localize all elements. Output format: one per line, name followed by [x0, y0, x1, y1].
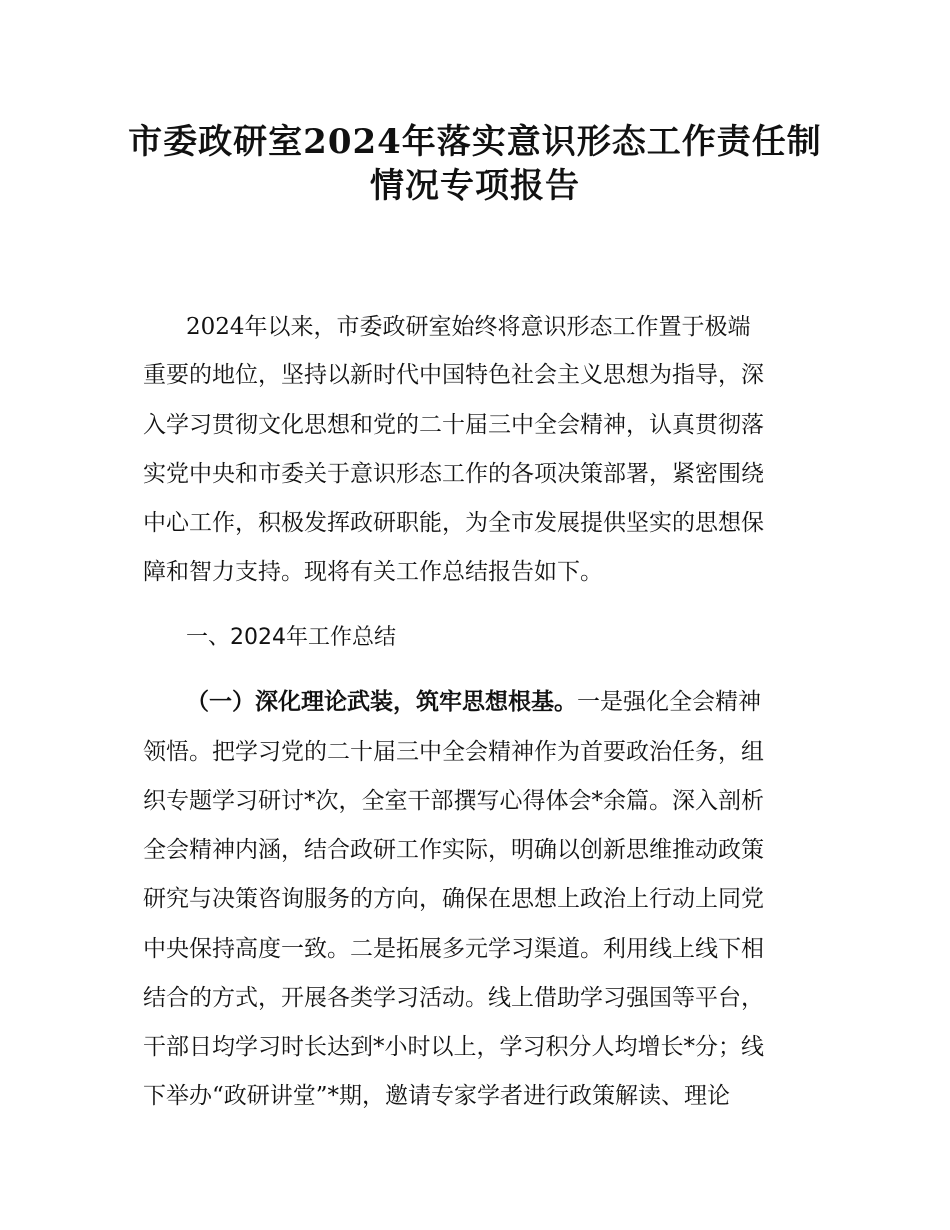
- document-title-line-1: 市委政研室2024年落实意识形态工作责任制: [128, 122, 822, 162]
- section-heading: 一、2024年工作总结: [186, 625, 396, 650]
- subsection-first-line: [186, 682, 813, 722]
- subsection-heading: （一）深化理论武装，筑牢思想根基。: [186, 689, 577, 715]
- body-paragraph-line: 领悟。把学习党的二十届三中全会精神作为首要政治任务，组: [143, 739, 764, 765]
- body-paragraph-line: 结合的方式，开展各类学习活动。线上借助学习强国等平台，: [143, 985, 764, 1011]
- intro-paragraph-line: 重要的地位，坚持以新时代中国特色社会主义思想为指导，深: [143, 362, 764, 388]
- intro-paragraph-line: 中心工作，积极发挥政研职能，为全市发展提供坚实的思想保: [143, 510, 764, 536]
- body-paragraph-line: 研究与决策咨询服务的方向，确保在思想上政治上行动上同党: [143, 886, 764, 912]
- intro-paragraph-line: 障和智力支持。现将有关工作总结报告如下。: [143, 559, 603, 585]
- body-paragraph-line: 干部日均学习时长达到*小时以上，学习积分人均增长*分；线: [143, 1034, 764, 1060]
- document-title-line-2: 情况专项报告: [370, 166, 580, 206]
- body-paragraph-line: 中央保持高度一致。二是拓展多元学习渠道。利用线上线下相: [143, 936, 764, 962]
- body-paragraph-line: 织专题学习研讨*次，全室干部撰写心得体会*余篇。深入剖析: [143, 788, 764, 814]
- body-paragraph-line: 全会精神内涵，结合政研工作实际，明确以创新思维推动政策: [143, 837, 764, 863]
- intro-paragraph-line: 入学习贯彻文化思想和党的二十届三中全会精神，认真贯彻落: [143, 412, 764, 438]
- subsection-first-line-text: 一是强化全会精神: [577, 689, 761, 715]
- body-paragraph-line: 下举办“政研讲堂”*期，邀请专家学者进行政策解读、理论: [143, 1083, 731, 1109]
- intro-paragraph-line: 2024年以来，市委政研室始终将意识形态工作置于极端: [186, 314, 751, 340]
- intro-paragraph-line: 实党中央和市委关于意识形态工作的各项决策部署，紧密围绕: [143, 461, 764, 487]
